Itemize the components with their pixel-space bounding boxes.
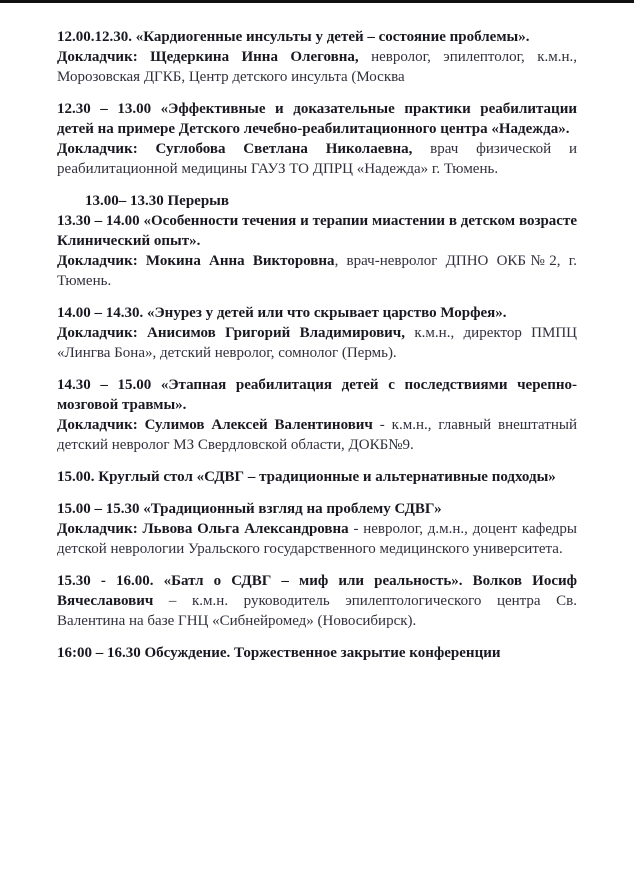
session-block-1330 — [57, 211, 577, 291]
speaker-credentials: - к.м.н., главный внештатный детский невролог МЗ Свердловской области, ДОКБ№9. — [57, 417, 577, 453]
speaker-name: Докладчик: Львова Ольга Александровна — [57, 521, 349, 537]
session-title: 12.30 – 13.00 «Эффективные и доказательные практики реабилитации детей на примере Детского лечебно-реабилитационного центра «Надежда». — [57, 101, 577, 137]
session-speaker — [57, 519, 577, 559]
session-speaker — [57, 139, 577, 179]
speaker-name: Докладчик: Мокина Анна Викторовна — [57, 253, 335, 269]
closing-title: 16:00 – 16.30 Обсуждение. Торжественное закрытие конференции — [57, 645, 501, 661]
speaker-credentials: - невролог, д.м.н., доцент кафедры детской неврологии Уральского государственного медицинского университета. — [57, 521, 577, 557]
round-table-block — [57, 467, 577, 487]
speaker-credentials: к.м.н., директор ПМПЦ «Лингва Бона», детский невролог, сомнолог (Пермь). — [57, 325, 578, 361]
session-title: 12.00.12.30. «Кардиогенные инсульты у детей – состояние проблемы». — [57, 29, 530, 45]
speaker-credentials: врач физической и реабилитационной медицины ГАУЗ ТО ДПРЦ «Надежда» г. Тюмень. — [57, 141, 577, 177]
session-title: 14.00 – 14.30. «Энурез у детей или что скрывает царство Морфея». — [57, 305, 507, 321]
speaker-credentials: , врач-невролог ДПНО ОКБ№2, г. Тюмень. — [57, 253, 577, 289]
session-block-1230 — [57, 99, 577, 179]
session-speaker — [57, 251, 577, 291]
break-row: 13.00– 13.30 Перерыв — [85, 193, 229, 209]
session-speaker — [57, 571, 577, 631]
session-speaker — [57, 323, 577, 363]
session-block-1200 — [57, 27, 577, 87]
speaker-name: Докладчик: Сулимов Алексей Валентинович — [57, 417, 373, 433]
speaker-name: Докладчик: Суглобова Светлана Николаевна, — [57, 141, 413, 157]
session-speaker — [57, 47, 577, 87]
session-title: 13.30 – 14.00 «Особенности течения и терапии миастении в детском возрасте Клинический опыт». — [57, 213, 577, 249]
session-block-1430 — [57, 375, 577, 455]
session-block-1500 — [57, 499, 577, 559]
page-top-border — [0, 0, 634, 3]
speaker-name: Докладчик: Анисимов Григорий Владимирович, — [57, 325, 406, 341]
session-title: 14.30 – 15.00 «Этапная реабилитация детей с последствиями черепно-мозговой травмы». — [57, 377, 577, 413]
speaker-credentials: невролог, эпилептолог, к.м.н., Морозовская ДГКБ, Центр детского инсульта (Москва — [57, 49, 577, 85]
session-block-1530 — [57, 571, 577, 631]
session-title: 15.00 – 15.30 «Традиционный взгляд на проблему СДВГ» — [57, 501, 442, 517]
speaker-credentials: – к.м.н. руководитель эпилептологического центра Св. Валентина на базе ГНЦ «Сибнейромед» (Новосибирск). — [57, 593, 577, 629]
speaker-name: Докладчик: Щедеркина Инна Олеговна, — [57, 49, 359, 65]
round-table-title: 15.00. Круглый стол «СДВГ – традиционные и альтернативные подходы» — [57, 469, 556, 485]
session-block-1400 — [57, 303, 577, 363]
session-speaker — [57, 415, 577, 455]
closing-block — [57, 643, 577, 663]
speaker-name: 15.30 - 16.00. «Батл о СДВГ – миф или реальность». Волков Иосиф Вячеславович — [57, 573, 577, 609]
